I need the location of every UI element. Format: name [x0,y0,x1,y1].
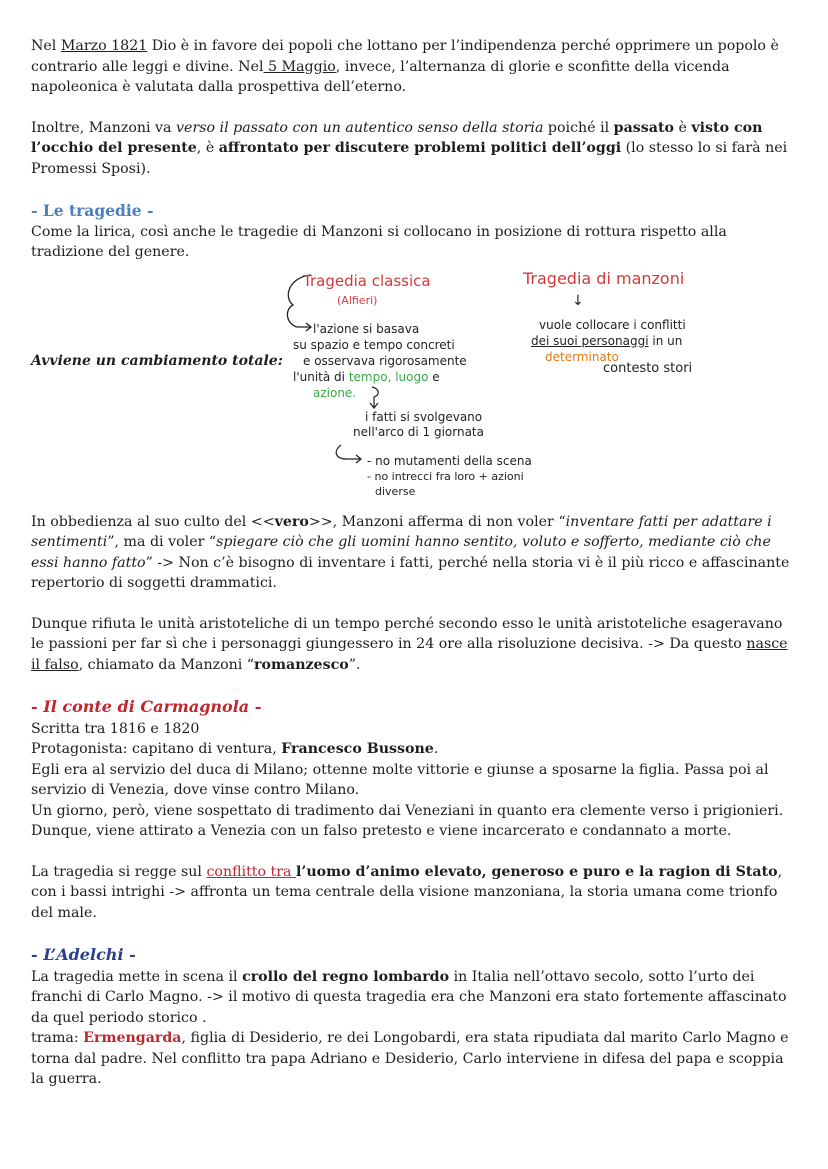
curved-arrow-icon [331,443,371,469]
carmagnola-story-1: Egli era al servizio del duca di Milano; ottenne molte vittorie e giunse a sposarne la figlia. Passa poi al servizio di Venezia, dove vinse contro Milano. [31,761,769,798]
classica-title: Tragedia classica [303,271,431,290]
paragraph-marzo-maggio: Nel Marzo 1821 Dio è in favore dei popoli che lottano per l’indipendenza perché opprimere un popolo è contrario alle leggi e divine. Nel 5 Maggio, invece, l’alternanza di glorie e sconfitte della vicenda napoleonica è valutata dalla prospettiva dell’eterno. [31,38,779,95]
document-page [31,36,791,1090]
date-marzo-1821: Marzo 1821 [60,38,148,54]
carmagnola-dates: Scritta tra 1816 e 1820 [31,720,200,737]
adelchi-trama: trama: Ermengarda, figlia di Desiderio, re dei Longobardi, era stata ripudiata dal marito Carlo Magno e torna dal padre. Nel conflitto tra papa Adriano e Desiderio, Carlo interviene in difesa del papa e scoppia la guerra. [31,1030,789,1087]
carmagnola-protagonista: Protagonista: capitano di ventura, Francesco Bussone. [31,741,439,757]
carmagnola-story-2: Un giorno, però, viene sospettato di tradimento dai Veneziani in quanto era clemente verso i prigionieri. [31,802,784,819]
diagram-label: Avviene un cambiamento totale: [31,352,283,369]
date-5-maggio: 5 Maggio [263,58,336,75]
carmagnola-conflitto: La tragedia si regge sul conflitto tra l’uomo d’animo elevato, generoso e puro e la ragion di Stato, con i bassi intrighi -> affronta un tema centrale della visione manzoniana, la storia umana come trionfo del male. [31,863,783,921]
paragraph-vero: In obbedienza al suo culto del <<vero>>, Manzoni afferma di non voler “inventare fatti per adattare i sentimenti”, ma di voler “spiegare ciò che gli uomini hanno sentito, voluto e sofferto, mediante ciò che essi hanno fatto” -> Non c’è bisogno di inventare i fatti, perché nella storia vi è il più ricco e affascinante repertorio di soggetti drammatici. [31,513,790,591]
heading-tragedie: - Le tragedie - [31,201,154,220]
heading-adelchi: - L’Adelchi - [31,945,136,964]
paragraph-tragedie-intro: Come la lirica, così anche le tragedie di Manzoni si collocano in posizione di rottura rispetto alla tradizione del genere. [31,223,727,260]
paragraph-passato: Inoltre, Manzoni va verso il passato con un autentico senso della storia poiché il passato è visto con l’occhio del presente, è affrontato per discutere problemi politici dell’oggi (lo stesso lo si farà nei Promessi Sposi). [31,119,788,177]
paragraph-unita-aristoteliche: Dunque rifiuta le unità aristoteliche di un tempo perché secondo esso le unità aristoteliche esageravano le passioni per far sì che i personaggi giungessero in 24 ore alla risoluzione decisiva. -> Da questo nasce il falso, chiamato da Manzoni “romanzesco”. [31,615,788,673]
carmagnola-story-3: Dunque, viene attirato a Venezia con un falso pretesto e viene incarcerato e condannato a morte. [31,823,732,839]
classica-subtitle: (Alfieri) [337,293,378,307]
heading-carmagnola: - Il conte di Carmagnola - [31,697,262,716]
adelchi-intro: La tragedia mette in scena il crollo del regno lombardo in Italia nell’ottavo secolo, sotto l’urto dei franchi di Carlo Magno. -> il motivo di questa tragedia era che Manzoni era stato fortemente affascinato da quel periodo storico . [31,968,787,1026]
down-arrow-icon-2: ↓ [572,292,584,309]
manzoni-title: Tragedia di manzoni [523,268,685,288]
handwritten-diagram: Avviene un cambiamento totale: Tragedia classica (Alfieri) l'azione si basava su spazio e tempo concreti e osservava rigorosamente l'unità di tempo, luogo e azione. i fatti si svolgevano nell'arco di 1 giornata - no mutamenti della scena - no intrecci fra loro + azioni diverse Tragedia di manzoni ↓ vuole collocare i conflitti dei suoi personaggi in un determinato contesto stori [31,268,693,498]
